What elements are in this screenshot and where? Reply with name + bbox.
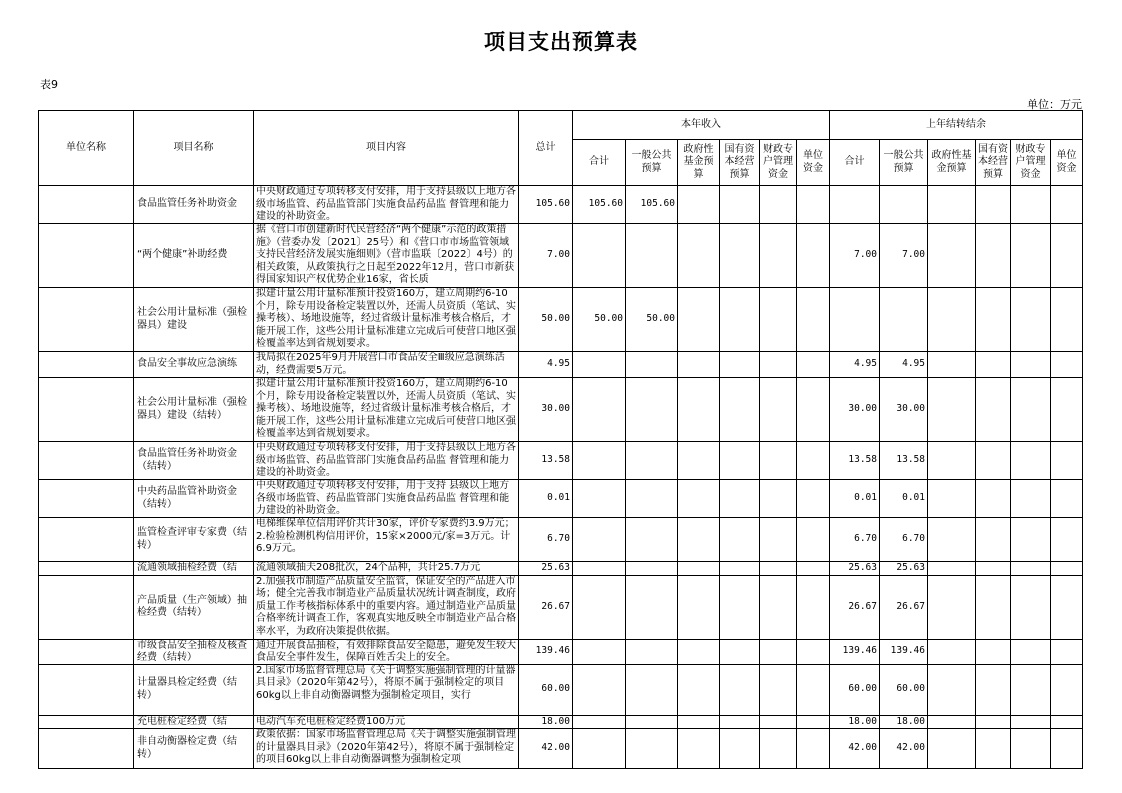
cell-current-2: [678, 378, 720, 442]
cell-last-3: [976, 378, 1011, 442]
cell-last-3: [976, 575, 1011, 639]
cell-current-3: [720, 288, 760, 352]
cell-project-content-text: 2.加强我市制造产品质量安全监管，保证安全的产品进入市场；健全完善我市制造业产品质量状况统计调查制度，政府质量工作考核指标体系中的重要内容。通过制造业产品质量合格率统计调查工作，客观真实地反映全市制造业产品合格率水平，为政府决策提供依据。: [256, 575, 516, 637]
cell-current-1: [626, 575, 678, 639]
cell-last-3: [976, 518, 1011, 562]
cell-total: 139.46: [519, 639, 573, 664]
cell-project-content-text: 拟建计量公用计量标准预计投资160万，建立周期约6-10个月，除专用设备检定装置以外，还需人员资质（笔试、实操考核）、场地设施等，经过省级计量标准考核合格后，才能开展工作，这些公用计量标准建立完成后可使营口地区强检覆盖率达到省规划要求。: [256, 378, 516, 439]
cell-last-4: [1011, 480, 1051, 518]
header-last-year: 上年结转结余: [830, 111, 1083, 140]
cell-project-name: [134, 715, 254, 729]
cell-last-0: 42.00: [830, 729, 880, 769]
cell-project-name: [134, 480, 254, 518]
cell-project-content: [254, 575, 519, 639]
cell-total: 42.00: [519, 729, 573, 769]
header-last-state-capital: 国有资本经营预算: [976, 140, 1011, 186]
cell-project-name: [134, 378, 254, 442]
cell-current-2: [678, 352, 720, 378]
cell-total: 105.60: [519, 186, 573, 224]
cell-current-5: [797, 729, 830, 769]
header-last-fund: 政府性基金预算: [928, 140, 976, 186]
cell-current-1: [626, 442, 678, 480]
cell-project-name-text: 社会公用计量标准（强检器具）建设: [137, 307, 247, 331]
table-row: [39, 378, 1083, 442]
cell-last-5: [1051, 378, 1083, 442]
cell-last-2: [928, 442, 976, 480]
cell-current-5: [797, 378, 830, 442]
cell-unit-name: [39, 715, 134, 729]
cell-current-2: [678, 288, 720, 352]
cell-last-2: [928, 729, 976, 769]
table-row: [39, 224, 1083, 288]
cell-current-0: [573, 715, 626, 729]
cell-last-1: 0.01: [880, 480, 928, 518]
cell-last-5: [1051, 288, 1083, 352]
cell-unit-name: [39, 575, 134, 639]
cell-project-content: [254, 562, 519, 576]
cell-total: 26.67: [519, 575, 573, 639]
table-row: [39, 442, 1083, 480]
cell-current-5: [797, 562, 830, 576]
cell-last-5: [1051, 575, 1083, 639]
cell-last-3: [976, 664, 1011, 715]
cell-project-name-text: 产品质量（生产领域）抽检经费（结转）: [137, 594, 247, 618]
cell-last-0: 60.00: [830, 664, 880, 715]
cell-project-name-text: 计量器具检定经费（结转）: [137, 677, 237, 701]
cell-current-0: [573, 562, 626, 576]
cell-last-2: [928, 186, 976, 224]
cell-project-name: [134, 518, 254, 562]
cell-current-5: [797, 639, 830, 664]
cell-project-content-text: 政策依据：国家市场监督管理总局《关于调整实施强制管理的计量器具目录》（2020年第42号），将原不属于强制检定的项目60kg以上非自动衡器调整为强制检定项: [256, 729, 516, 765]
cell-total: 6.70: [519, 518, 573, 562]
table-row: [39, 562, 1083, 576]
cell-current-5: [797, 186, 830, 224]
cell-last-2: [928, 224, 976, 288]
header-last-subtotal: 合计: [830, 140, 880, 186]
table-row: [39, 639, 1083, 664]
cell-current-5: [797, 715, 830, 729]
cell-last-0: 4.95: [830, 352, 880, 378]
cell-unit-name: [39, 352, 134, 378]
cell-project-content: [254, 378, 519, 442]
cell-current-1: [626, 518, 678, 562]
cell-current-4: [760, 639, 797, 664]
cell-last-3: [976, 715, 1011, 729]
cell-last-1: 30.00: [880, 378, 928, 442]
cell-project-content-text: 流通领域抽夫208批次，24个品种，共计25.7万元: [256, 562, 481, 573]
cell-last-4: [1011, 224, 1051, 288]
cell-project-name-text: 流通领域抽检经费（结: [137, 562, 237, 574]
cell-total: 13.58: [519, 442, 573, 480]
cell-last-1: 7.00: [880, 224, 928, 288]
cell-current-3: [720, 518, 760, 562]
cell-total: 50.00: [519, 288, 573, 352]
cell-current-2: [678, 639, 720, 664]
cell-unit-name: [39, 729, 134, 769]
cell-current-4: [760, 378, 797, 442]
cell-project-content-text: 据《营口市创建新时代民营经济“两个健康”示范的政策措施》（营委办发〔2021〕25号）和《营口市市场监管领域支持民营经济发展实施细则》（营市监联〔2022〕4号）的相关政策，从政策执行之日起至2022年12月，营口市新获得国家知识产权优势企业16家，省长质: [256, 224, 515, 285]
cell-current-2: [678, 664, 720, 715]
cell-last-3: [976, 442, 1011, 480]
cell-current-3: [720, 562, 760, 576]
cell-current-3: [720, 224, 760, 288]
cell-current-5: [797, 518, 830, 562]
cell-last-0: 25.63: [830, 562, 880, 576]
cell-current-1: [626, 664, 678, 715]
cell-current-5: [797, 480, 830, 518]
cell-current-2: [678, 562, 720, 576]
cell-project-content: [254, 715, 519, 729]
cell-current-4: [760, 715, 797, 729]
cell-project-name: [134, 288, 254, 352]
cell-current-0: [573, 729, 626, 769]
cell-project-content: [254, 664, 519, 715]
cell-project-content-text: 中央财政通过专项转移支付安排，用于支持县级以上地方各级市场监管、药品监管部门实施食品药品监 督管理和能力建设的补助资金。: [256, 186, 516, 222]
cell-last-3: [976, 562, 1011, 576]
header-cur-unit-fund: 单位资金: [797, 140, 830, 186]
cell-total: 60.00: [519, 664, 573, 715]
cell-current-3: [720, 352, 760, 378]
cell-last-3: [976, 639, 1011, 664]
cell-current-2: [678, 186, 720, 224]
header-current-year: 本年收入: [573, 111, 830, 140]
cell-project-name-text: 监管检查评审专家费（结转）: [137, 527, 247, 551]
cell-project-content: [254, 186, 519, 224]
header-cur-subtotal: 合计: [573, 140, 626, 186]
cell-project-name: [134, 575, 254, 639]
cell-project-content: [254, 442, 519, 480]
cell-last-5: [1051, 715, 1083, 729]
cell-last-5: [1051, 224, 1083, 288]
cell-project-name: [134, 639, 254, 664]
cell-project-name-text: 充电桩检定经费（结: [137, 715, 227, 727]
header-unit-name: 单位名称: [39, 111, 134, 186]
cell-last-2: [928, 664, 976, 715]
cell-last-2: [928, 715, 976, 729]
header-cur-special-account: 财政专户管理资金: [760, 140, 797, 186]
cell-current-4: [760, 575, 797, 639]
cell-last-5: [1051, 562, 1083, 576]
cell-last-3: [976, 288, 1011, 352]
cell-last-4: [1011, 715, 1051, 729]
header-total: 总计: [519, 111, 573, 186]
cell-current-3: [720, 378, 760, 442]
cell-current-4: [760, 480, 797, 518]
cell-current-0: [573, 378, 626, 442]
cell-current-2: [678, 442, 720, 480]
cell-current-3: [720, 480, 760, 518]
cell-last-5: [1051, 442, 1083, 480]
cell-last-5: [1051, 664, 1083, 715]
cell-current-4: [760, 729, 797, 769]
cell-total: 25.63: [519, 562, 573, 576]
cell-project-name: [134, 442, 254, 480]
cell-current-0: [573, 442, 626, 480]
cell-project-name-text: 社会公用计量标准（强检器具）建设（结转）: [137, 397, 247, 421]
header-last-special-account: 财政专户管理资金: [1011, 140, 1051, 186]
cell-current-1: 50.00: [626, 288, 678, 352]
header-last-unit-fund: 单位资金: [1051, 140, 1083, 186]
cell-last-4: [1011, 288, 1051, 352]
cell-unit-name: [39, 288, 134, 352]
cell-last-2: [928, 288, 976, 352]
cell-current-3: [720, 664, 760, 715]
cell-project-name: [134, 729, 254, 769]
cell-current-2: [678, 480, 720, 518]
cell-project-content-text: 电梯维保单位信用评价共计30家，评价专家费约3.9万元；2.检验检测机构信用评价，15家×2000元/家=3万元。计6.9万元。: [256, 518, 515, 554]
cell-current-1: [626, 715, 678, 729]
cell-current-0: [573, 575, 626, 639]
cell-project-name-text: 食品安全事故应急演练: [137, 358, 237, 370]
cell-current-1: 105.60: [626, 186, 678, 224]
cell-current-5: [797, 352, 830, 378]
cell-last-4: [1011, 562, 1051, 576]
cell-last-3: [976, 224, 1011, 288]
cell-current-0: [573, 639, 626, 664]
cell-unit-name: [39, 224, 134, 288]
cell-project-content-text: 电动汽车充电桩检定经费100万元: [256, 715, 406, 727]
cell-last-2: [928, 352, 976, 378]
cell-last-1: 42.00: [880, 729, 928, 769]
cell-last-3: [976, 352, 1011, 378]
cell-last-4: [1011, 639, 1051, 664]
cell-last-3: [976, 729, 1011, 769]
cell-last-2: [928, 480, 976, 518]
cell-current-3: [720, 442, 760, 480]
cell-last-1: 18.00: [880, 715, 928, 729]
cell-last-0: [830, 288, 880, 352]
cell-current-4: [760, 442, 797, 480]
cell-last-4: [1011, 575, 1051, 639]
cell-project-content: [254, 480, 519, 518]
cell-last-0: [830, 186, 880, 224]
cell-last-2: [928, 562, 976, 576]
cell-current-0: 50.00: [573, 288, 626, 352]
cell-current-5: [797, 575, 830, 639]
cell-project-content-text: 通过开展食品抽检，有效排除食品安全隐患，避免发生较大食品安全事件发生，保障百姓舌尖上的安全。: [256, 639, 516, 663]
cell-last-2: [928, 639, 976, 664]
budget-table: [38, 110, 1083, 769]
cell-last-4: [1011, 442, 1051, 480]
cell-current-2: [678, 715, 720, 729]
cell-last-5: [1051, 352, 1083, 378]
cell-current-4: [760, 664, 797, 715]
header-last-general: 一般公共预算: [880, 140, 928, 186]
cell-last-2: [928, 378, 976, 442]
cell-last-5: [1051, 729, 1083, 769]
header-cur-fund: 政府性基金预算: [678, 140, 720, 186]
cell-current-2: [678, 224, 720, 288]
cell-last-1: 139.46: [880, 639, 928, 664]
cell-project-name: [134, 186, 254, 224]
cell-project-content-text: 中央财政通过专项转移支付安排，用于支持 县级以上地方各级市场监管、药品监管部门实施食品药品监 督管理和能力建设的补助资金。: [256, 480, 510, 516]
table-row: [39, 664, 1083, 715]
cell-current-3: [720, 639, 760, 664]
cell-last-4: [1011, 518, 1051, 562]
cell-last-0: 0.01: [830, 480, 880, 518]
cell-last-2: [928, 575, 976, 639]
cell-current-0: [573, 480, 626, 518]
cell-last-4: [1011, 729, 1051, 769]
table-row: [39, 480, 1083, 518]
table-row: [39, 352, 1083, 378]
cell-current-4: [760, 518, 797, 562]
cell-current-2: [678, 518, 720, 562]
cell-current-1: [626, 639, 678, 664]
cell-project-name-text: “两个健康”补助经费: [137, 249, 228, 261]
cell-total: 4.95: [519, 352, 573, 378]
cell-last-0: 6.70: [830, 518, 880, 562]
cell-current-3: [720, 186, 760, 224]
cell-current-3: [720, 729, 760, 769]
cell-unit-name: [39, 480, 134, 518]
cell-last-4: [1011, 664, 1051, 715]
table-row: [39, 715, 1083, 729]
header-cur-general: 一般公共预算: [626, 140, 678, 186]
table-row: [39, 518, 1083, 562]
cell-total: 0.01: [519, 480, 573, 518]
cell-current-2: [678, 729, 720, 769]
cell-project-name: [134, 352, 254, 378]
cell-unit-name: [39, 378, 134, 442]
cell-total: 7.00: [519, 224, 573, 288]
cell-current-1: [626, 562, 678, 576]
cell-last-2: [928, 518, 976, 562]
cell-current-5: [797, 224, 830, 288]
cell-last-1: 26.67: [880, 575, 928, 639]
cell-last-4: [1011, 186, 1051, 224]
cell-unit-name: [39, 518, 134, 562]
cell-current-3: [720, 715, 760, 729]
cell-last-1: 4.95: [880, 352, 928, 378]
cell-unit-name: [39, 562, 134, 576]
cell-last-5: [1051, 186, 1083, 224]
cell-current-4: [760, 186, 797, 224]
cell-unit-name: [39, 639, 134, 664]
cell-project-content: [254, 224, 519, 288]
cell-unit-name: [39, 186, 134, 224]
table-row: [39, 186, 1083, 224]
cell-last-0: 30.00: [830, 378, 880, 442]
cell-last-1: 13.58: [880, 442, 928, 480]
cell-current-3: [720, 575, 760, 639]
cell-project-name-text: 食品监管任务补助资金（结转）: [137, 448, 237, 472]
cell-last-4: [1011, 352, 1051, 378]
header-project-name: 项目名称: [134, 111, 254, 186]
cell-unit-name: [39, 664, 134, 715]
cell-last-0: 13.58: [830, 442, 880, 480]
cell-total: 30.00: [519, 378, 573, 442]
cell-last-0: 139.46: [830, 639, 880, 664]
cell-current-0: [573, 664, 626, 715]
cell-last-5: [1051, 639, 1083, 664]
cell-last-1: 60.00: [880, 664, 928, 715]
cell-last-1: 6.70: [880, 518, 928, 562]
cell-current-4: [760, 562, 797, 576]
cell-current-1: [626, 480, 678, 518]
cell-last-5: [1051, 518, 1083, 562]
cell-current-5: [797, 442, 830, 480]
page-title: 项目支出预算表: [484, 30, 638, 54]
cell-current-4: [760, 288, 797, 352]
cell-last-4: [1011, 378, 1051, 442]
cell-project-content-text: 拟建计量公用计量标准预计投资160万，建立周期约6-10个月，除专用设备检定装置以外，还需人员资质（笔试、实操考核）、场地设施等，经过省级计量标准考核合格后，才能开展工作，这些公用计量标准建立完成后可使营口地区强检覆盖率达到省规划要求。: [256, 288, 516, 349]
cell-project-content-text: 我局拟在2025年9月开展营口市食品安全Ⅲ级应急演练活动，经费需要5万元。: [256, 352, 505, 376]
cell-current-0: [573, 518, 626, 562]
cell-project-content: [254, 639, 519, 664]
header-project-content: 项目内容: [254, 111, 519, 186]
cell-last-1: [880, 288, 928, 352]
cell-current-4: [760, 352, 797, 378]
table-row: [39, 729, 1083, 769]
cell-last-3: [976, 480, 1011, 518]
cell-last-0: 26.67: [830, 575, 880, 639]
cell-current-5: [797, 664, 830, 715]
cell-project-name: [134, 224, 254, 288]
cell-current-4: [760, 224, 797, 288]
cell-unit-name: [39, 442, 134, 480]
unit-label: 单位：万元: [1027, 98, 1082, 111]
cell-project-name: [134, 664, 254, 715]
table-row: [39, 575, 1083, 639]
cell-current-1: [626, 378, 678, 442]
cell-project-name-text: 中央药品监管补助资金（结转）: [137, 486, 237, 510]
cell-project-name: [134, 562, 254, 576]
cell-last-5: [1051, 480, 1083, 518]
cell-project-name-text: 市级食品安全抽检及核查经费（结转）: [137, 639, 247, 663]
header-cur-state-capital: 国有资本经营预算: [720, 140, 760, 186]
cell-current-1: [626, 352, 678, 378]
cell-project-content: [254, 352, 519, 378]
cell-current-1: [626, 729, 678, 769]
cell-project-content: [254, 729, 519, 769]
cell-last-3: [976, 186, 1011, 224]
cell-project-content-text: 2.国家市场监督管理总局《关于调整实施强制管理的计量器具目录》（2020年第42号），将原不属于强制检定的项目60kg以上非自动衡器调整为强制检定项目，实行: [256, 664, 516, 701]
cell-total: 18.00: [519, 715, 573, 729]
table-row: [39, 288, 1083, 352]
cell-current-5: [797, 288, 830, 352]
cell-project-content: [254, 288, 519, 352]
cell-project-name-text: 食品监管任务补助资金: [137, 198, 237, 210]
cell-project-name-text: 非自动衡器检定费（结转）: [137, 736, 237, 760]
cell-current-0: 105.60: [573, 186, 626, 224]
cell-project-content-text: 中央财政通过专项转移支付安排，用于支持县级以上地方各级市场监管、药品监管部门实施食品药品监 督管理和能力建设的补助资金。: [256, 442, 516, 478]
table-number: 表9: [40, 78, 58, 91]
cell-project-content: [254, 518, 519, 562]
cell-last-1: [880, 186, 928, 224]
cell-last-1: 25.63: [880, 562, 928, 576]
cell-current-0: [573, 224, 626, 288]
cell-last-0: 7.00: [830, 224, 880, 288]
cell-last-0: 18.00: [830, 715, 880, 729]
cell-current-2: [678, 575, 720, 639]
cell-current-0: [573, 352, 626, 378]
cell-current-1: [626, 224, 678, 288]
